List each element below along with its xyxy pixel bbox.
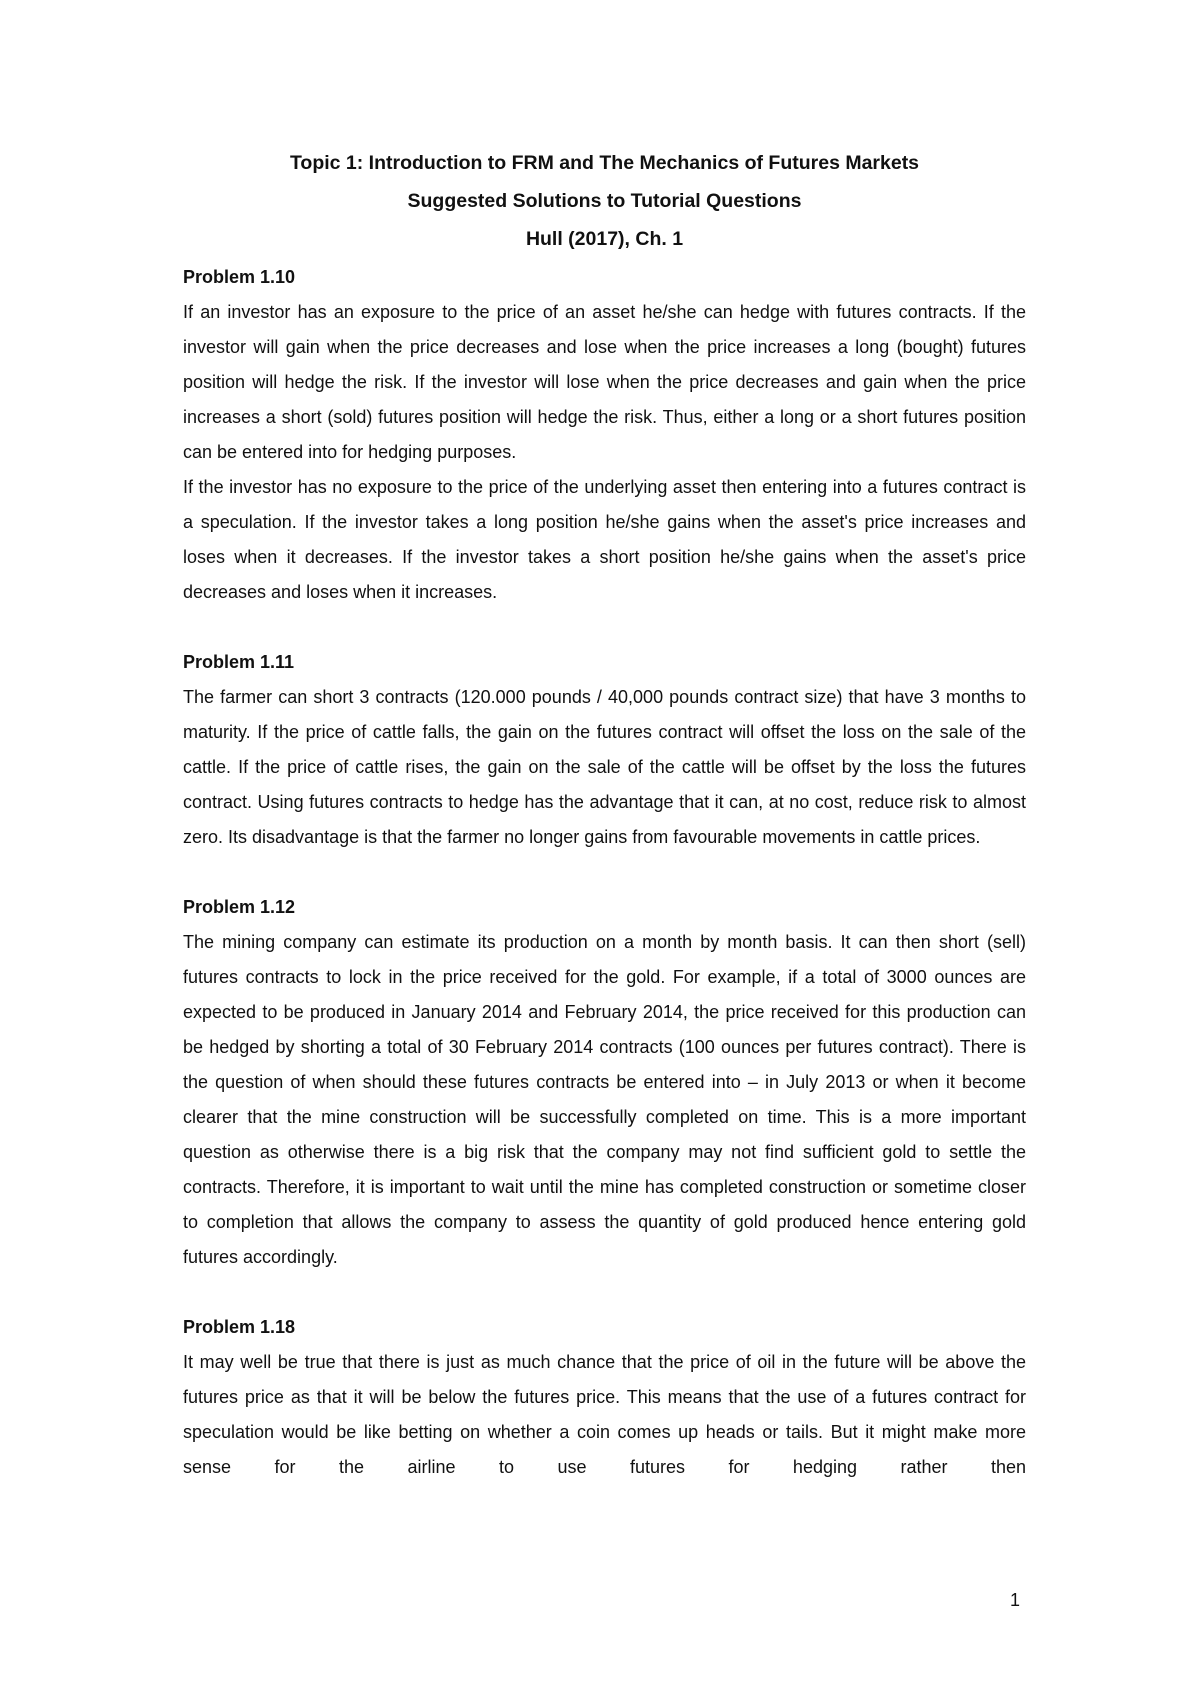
section-paragraph: If an investor has an exposure to the price of an asset he/she can hedge with futures contracts. If the investor will gain when the price decreases and lose when the price increases a long (bought) futures position will hedge the risk. If the investor will lose when the price decreases and gain when the price increases a short (sold) futures position will hedge the risk. Thus, either a long or a short futures position can be entered into for hedging purposes. — [183, 302, 1026, 462]
document-subtitle: Suggested Solutions to Tutorial Questions — [407, 190, 802, 212]
section-spacer — [183, 610, 1026, 645]
section-heading: Problem 1.18 — [183, 1317, 296, 1337]
section-heading: Problem 1.11 — [183, 652, 295, 672]
section-paragraph: The farmer can short 3 contracts (120.000 pounds / 40,000 pounds contract size) that have 3 months to maturity. If the price of cattle falls, the gain on the futures contract will offset the loss on the sale of the cattle. If the price of cattle rises, the gain on the sale of the cattle will be offset by the loss the futures contract. Using futures contracts to hedge has the advantage that it can, at no cost, reduce risk to almost zero. Its disadvantage is that the farmer no longer gains from favourable movements in cattle prices. — [183, 687, 1026, 847]
document-body — [183, 144, 1026, 1485]
problem-section — [183, 1310, 1026, 1485]
title-block — [183, 144, 1026, 258]
problem-section — [183, 645, 1026, 855]
section-heading: Problem 1.12 — [183, 897, 296, 917]
problem-section — [183, 260, 1026, 610]
section-paragraph: The mining company can estimate its production on a month by month basis. It can then short (sell) futures contracts to lock in the price received for the gold. For example, if a total of 3000 ounces are expected to be produced in January 2014 and February 2014, the price received for this production can be hedged by shorting a total of 30 February 2014 contracts (100 ounces per futures contract). There is the question of when should these futures contracts be entered into – in July 2013 or when it become clearer that the mine construction will be successfully completed on time. This is a more important question as otherwise there is a big risk that the company may not find sufficient gold to settle the contracts. Therefore, it is important to wait until the mine has completed construction or sometime closer to completion that allows the company to assess the quantity of gold produced hence entering gold futures accordingly. — [183, 932, 1026, 1267]
section-spacer — [183, 855, 1026, 890]
section-heading: Problem 1.10 — [183, 267, 296, 287]
problem-section — [183, 890, 1026, 1275]
section-paragraph: It may well be true that there is just as much chance that the price of oil in the future will be above the futures price as that it will be below the futures price. This means that the use of a futures contract for speculation would be like betting on whether a coin comes up heads or tails. But it might make more sense for the airline to use futures for hedging rather then — [183, 1352, 1026, 1477]
section-paragraph: If the investor has no exposure to the price of the underlying asset then entering into a futures contract is a speculation. If the investor takes a long position he/she gains when the asset's price increases and loses when it decreases. If the investor takes a short position he/she gains when the asset's price decreases and loses when it increases. — [183, 477, 1026, 602]
document-title: Topic 1: Introduction to FRM and The Mechanics of Futures Markets — [289, 152, 920, 174]
section-spacer — [183, 1275, 1026, 1310]
document-reference: Hull (2017), Ch. 1 — [525, 228, 684, 250]
page-number: 1 — [1010, 1590, 1021, 1610]
